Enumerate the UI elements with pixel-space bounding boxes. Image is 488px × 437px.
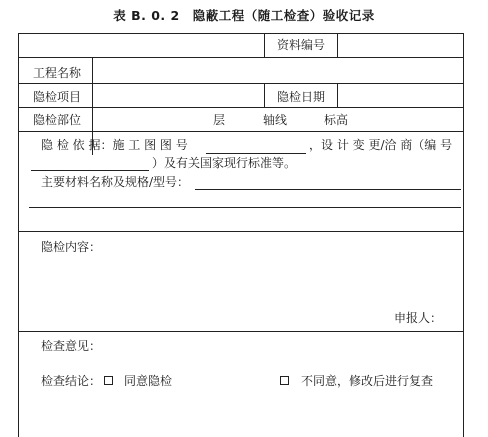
inspection-item-field[interactable] <box>95 85 261 105</box>
content-field[interactable] <box>29 256 459 316</box>
basis-line1-suffix: ，设 计 变 更/洽 商（编 号 <box>309 138 453 152</box>
disagree-checkbox[interactable] <box>280 376 289 385</box>
inspection-item-label: 隐检项目 <box>33 90 82 104</box>
floor-label: 层 <box>213 113 226 127</box>
materials-label: 主要材料名称及规格/型号： <box>41 175 190 189</box>
divider <box>264 34 265 57</box>
project-name-label: 工程名称 <box>33 66 82 80</box>
basis-line1-prefix: 隐 检 依 据：施 工 图 图 号 <box>41 138 188 152</box>
basis-line2-suffix: ）及有关国家现行标准等。 <box>152 156 297 170</box>
materials-field-line2[interactable] <box>29 207 461 208</box>
content-label: 隐检内容： <box>41 240 102 254</box>
form-title: 表 B. 0. 2 隐蔽工程（随工检查）验收记录 <box>113 8 375 23</box>
divider <box>337 83 338 107</box>
inspection-date-label: 隐检日期 <box>277 90 326 104</box>
divider <box>19 107 463 108</box>
applicant-label: 申报人： <box>394 311 443 325</box>
divider <box>19 83 463 84</box>
inspection-record-form <box>18 33 464 437</box>
divider <box>337 34 338 57</box>
divider <box>19 131 463 132</box>
project-name-field[interactable] <box>95 59 463 80</box>
axis-label: 轴线 <box>263 113 288 127</box>
materials-field[interactable] <box>195 189 461 190</box>
divider <box>264 83 265 107</box>
drawing-no-field[interactable] <box>206 153 306 154</box>
divider <box>19 57 463 58</box>
divider <box>19 331 463 332</box>
elevation-label: 标高 <box>324 113 349 127</box>
divider <box>19 231 463 232</box>
agree-checkbox[interactable] <box>104 376 113 385</box>
conclusion-label: 检查结论： <box>41 374 102 388</box>
change-no-field[interactable] <box>31 170 149 171</box>
opinion-label: 检查意见： <box>41 339 102 353</box>
doc-no-field[interactable] <box>339 35 463 56</box>
disagree-label: 不同意，修改后进行复查 <box>301 374 434 388</box>
inspection-part-label: 隐检部位 <box>33 113 82 127</box>
inspection-date-field[interactable] <box>339 85 463 105</box>
agree-label: 同意隐检 <box>124 374 173 388</box>
doc-no-label: 资料编号 <box>277 38 326 52</box>
